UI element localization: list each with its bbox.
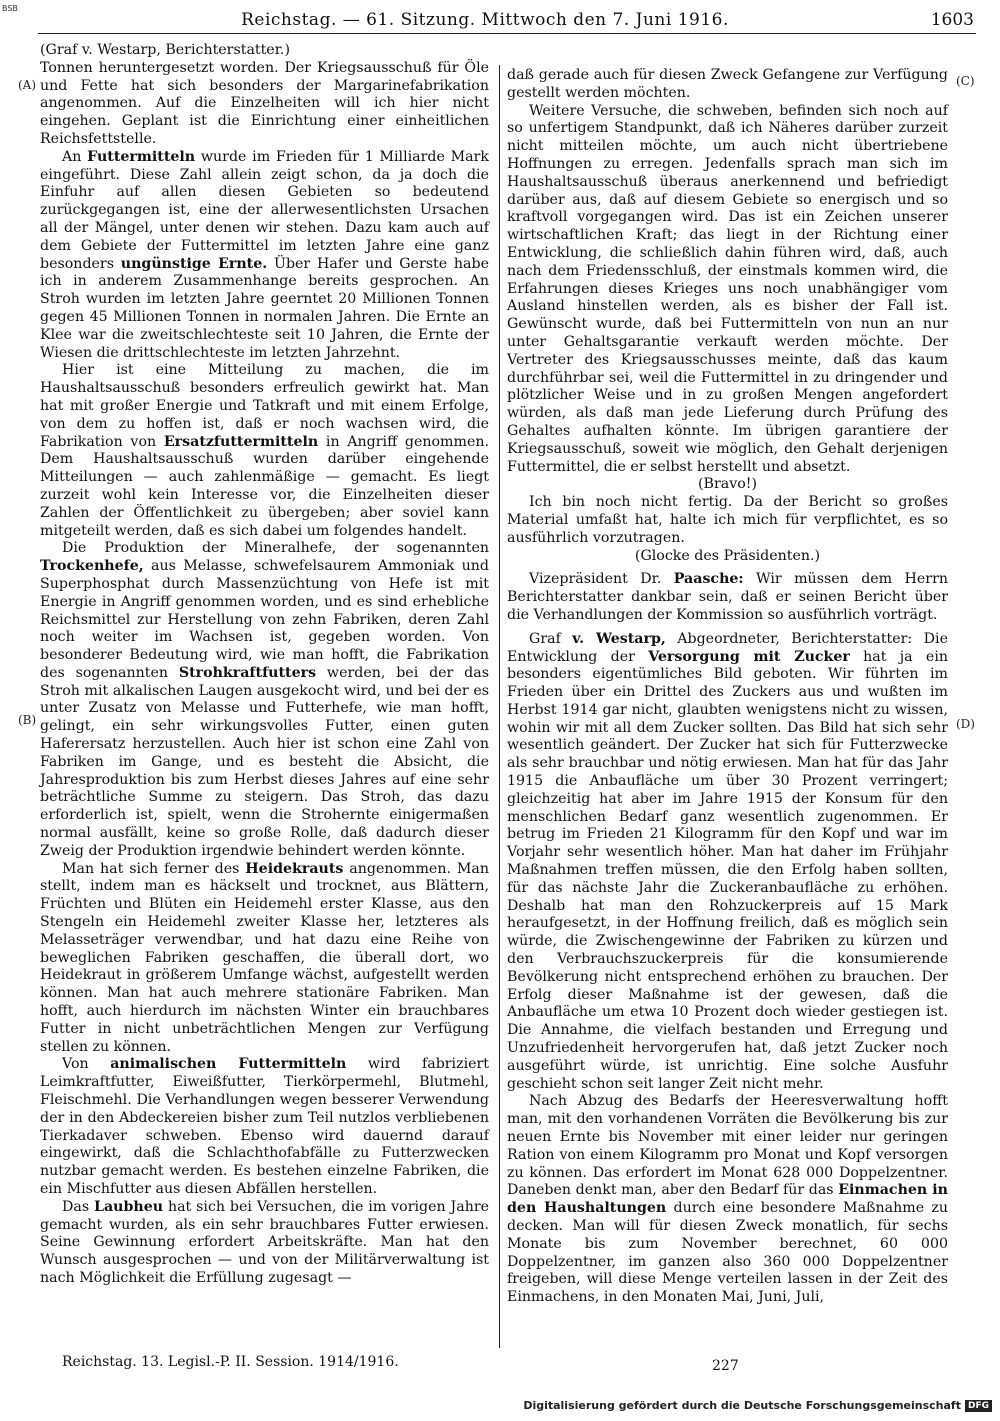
margin-mark-a: (A)	[18, 78, 37, 92]
speaker-note: (Graf v. Westarp, Berichterstatter.)	[40, 42, 290, 58]
interjection: (Bravo!)	[698, 476, 757, 493]
margin-mark-d: (D)	[956, 717, 975, 731]
paragraph: Weitere Versuche, die schweben, befinden sich noch auf so unfertigem Standpunkt, daß ich Näheres darüber zurzeit nicht mitteilen möchte, um auch nicht übertriebene Hoffnungen zu erregen. Jedenfalls sprach man sich im Haushaltsausschuß überaus anerkennend und befriedigt darüber aus, daß auf diesem Gebiete so energisch und so kraftvoll vorgegangen wird. Das ist ein Zeichen unserer wirtschaftlichen Kraft; das liegt in der Richtung einer Entwicklung, die schließlich dahin führen wird, daß, auch nach dem Friedensschluß, der einstmals kommen wird, die Erfahrungen dieses Krieges uns noch unabhängiger vom Ausland hinstellen werden, als es bisher der Fall ist. Gewünscht wurde, daß bei Futtermitteln von nun an nur unter Gehaltsgarantie verkauft werden möchte. Der Vertreter des Kriegsausschusses meinte, daß das kaum durchführbar sei, weil die Futtermittel in zu dringender und plötzlicher Weise und in zu großen Mengen angefordert würden, als daß man jede Lieferung durch Prüfung des Gehaltes aufhalten könnte. Im übrigen garantiere der Kriegsausschuß, soweit wie möglich, den Gehalt derjenigen Futtermittel, die er selbst herstellt und absetzt.	[507, 102, 948, 475]
dfg-logo: DFG	[965, 1400, 992, 1412]
dfg-credit	[523, 1399, 992, 1412]
library-stamp: BSB	[2, 4, 18, 13]
running-title: Reichstag. — 61. Sitzung. Mittwoch den 7. Juni 1916.	[241, 10, 729, 30]
paragraph: Tonnen heruntergesetzt worden. Der Kriegsausschuß für Öle und Fette hat sich besonders der Margarinefabrikation angenommen. Auf die Einzelheiten will ich hier nicht eingehen. Geplant ist die Einrichtung einer einheitlichen Reichsfettstelle.	[40, 59, 489, 147]
paragraph: Von animalischen Futtermitteln wird fabriziert Leimkraftfutter, Eiweißfutter, Tierkörpermehl, Blutmehl, Fleischmehl. Die Verhandlungen wegen besserer Verwendung der in den Abdeckereien bisher zum Teil nutzlos verbliebenen Tierkadaver schweben. Ebenso wird dauernd darauf eingewirkt, daß die Schlachthofabfälle zu Futterzwecken nutzbar gemacht werden. Es bestehen einzelne Fabriken, die ein Mischfutter aus diesen Abfällen herstellen.	[40, 1056, 489, 1197]
paragraph: Das Laubheu hat sich bei Versuchen, die im vorigen Jahre gemacht wurden, als ein sehr brauchbares Futter erwiesen. Seine Gewinnung erfordert Arbeitskräfte. Man hat den Wunsch ausgesprochen — und von der Militärverwaltung ist nach Möglichkeit die Erfüllung zugesagt —	[40, 1198, 490, 1286]
page-number: 1603	[930, 10, 974, 30]
paragraph: Ich bin noch nicht fertig. Da der Bericht so großes Material umfaßt hat, halte ich mich für verpflichtet, es so ausführlich vorzutragen.	[507, 494, 948, 546]
margin-mark-b: (B)	[18, 713, 37, 727]
paragraph: Vizepräsident Dr. Paasche: Wir müssen dem Herrn Berichterstatter dankbar sein, daß er seinen Bericht über die Verhandlungen der Kommission so ausführlich vorträgt.	[507, 571, 948, 623]
paragraph: Man hat sich ferner des Heidekrauts angenommen. Man stellt, indem man es häckselt und trocknet, aus Blättern, Früchten und Blüten ein Heidemehl erster Klasse, aus den Stengeln ein Heidemehl zweiter Klasse her, letzteres als Melasseträger verwendbar, und hat dazu eine Reihe von beweglichen Fabriken geschaffen, die überall dort, wo Heidekraut in größerem Umfange wächst, aufgestellt werden können. Man hat auch mehrere stationäre Fabriken. Man hofft, auch hierdurch im nächsten Winter ein brauchbares Futter in nicht unbeträchtlichen Mengen zur Verfügung stellen zu können.	[40, 860, 489, 1055]
paragraph: An Futtermitteln wurde im Frieden für 1 Milliarde Mark eingeführt. Diese Zahl allein zeigt schon, da ja doch die Einfuhr auf allen diesen Gebieten so bedeutend zurückgegangen ist, eine der allerwesentlichsten Ursachen all der Mängel, unter denen wir stehen. Dazu kam auch auf dem Gebiete der Futtermittel im letzten Jahre eine ganz besonders ungünstige Ernte. Über Hafer und Gerste habe ich in anderem Zusammenhange bereits gesprochen. An Stroh wurden im letzten Jahre geerntet 20 Millionen Tonnen gegen 45 Millionen Tonnen in normalen Jahren. Die Ernte an Klee war die zweitschlechteste seit 10 Jahren, die Ernte der Wiesen die drittschlechteste im letzten Jahrzehnt.	[40, 148, 490, 361]
dfg-text: Digitalisierung gefördert durch die Deutsche Forschungsgemeinschaft	[523, 1399, 961, 1412]
footer-session: Reichstag. 13. Legisl.-P. II. Session. 1914/1916.	[62, 1354, 399, 1370]
interjection: (Glocke des Präsidenten.)	[634, 547, 821, 564]
paragraph: Die Produktion der Mineralhefe, der sogenannten Trockenhefe, aus Melasse, schwefelsaurem Ammoniak und Superphosphat durch Massenzüchtung von Hefe ist mit Energie in Angriff genommen worden, und es sind erhebliche Reichsmittel zur Herstellung von zehn Fabriken, deren Zahl noch weiter im Wachsen ist, gegeben worden. Von besonderer Bedeutung wird, wie man hofft, die Fabrikation des sogenannten Strohkraftfutters werden, bei der das Stroh mit alkalischen Laugen ausgekocht wird, und bei der es unter Zusatz von Melasse und Futterhefe, wie man hofft, gelingt, ein sehr wirkungsvolles Futter, einen guten Haferersatz herzustellen. Auch hier ist schon eine Zahl von Fabriken im Gange, und es besteht die Absicht, die Jahresproduktion bis zum Herbst dieses Jahres auf eine sehr beträchtliche Summe zu steigern. Das Stroh, das dazu erforderlich ist, spielt, wenn die Strohernte einigermaßen normal ausfällt, keine so große Rolle, daß dadurch dieser Zweig der Produktion irgendwie behindert werden könnte.	[40, 540, 489, 859]
paragraph: Graf v. Westarp, Abgeordneter, Berichterstatter: Die Entwicklung der Versorgung mit Zucker hat ja ein besonders eigentümliches Bild geboten. Wir führten im Frieden über ein Drittel des Zuckers aus und wußten im Herbst 1914 gar nicht, glaubten wenigstens nicht zu wissen, wohin wir mit all dem Zucker sollten. Das Bild hat sich sehr wesentlich geändert. Der Zucker hat sich für Futterzwecke als sehr brauchbar und nötig erwiesen. Man hat für das Jahr 1915 die Anbaufläche um über 30 Prozent verringert; gleichzeitig hat aber im Jahre 1915 der Konsum für den menschlichen Bedarf ganz wesentlich zugenommen. Er betrug im Frieden 21 Kilogramm für den Kopf und war im Vorjahr sehr wesentlich höher. Man hat daher im Frühjahr Maßnahmen treffen müssen, die den Erfolg haben sollten, für das nächste Jahr die Zuckeranbaufläche zu erhöhen. Deshalb hat man den Rohzuckerpreis auf 15 Mark heraufgesetzt, in der Hoffnung freilich, daß es möglich sein würde, die Zwischengewinne der Fabriken zu kürzen und den Verbrauchszuckerpreis für die konsumierende Bevölkerung nicht entsprechend erhöhen zu brauchen. Der Erfolg dieser Maßnahme ist der gewesen, daß die Anbaufläche um etwa 10 Prozent doch wieder gestiegen ist. Die Annahme, die vielfach bestanden und Erregung und Unzufriedenheit hervorgerufen hat, daß jetzt Zucker noch ausgeführt würde, ist unrichtig. Eine solche Ausfuhr geschieht schon seit langer Zeit nicht mehr.	[507, 630, 948, 1092]
running-head	[0, 10, 1000, 34]
footer-page-code: 227	[712, 1358, 739, 1374]
paragraph: daß gerade auch für diesen Zweck Gefangene zur Verfügung gestellt werden möchten.	[507, 67, 948, 101]
header-rule	[38, 33, 976, 34]
paragraph: Hier ist eine Mitteilung zu machen, die im Haushaltsausschuß besonders erfreulich gewirkt hat. Man hat mit großer Energie und Tatkraft und mit einem Erfolge, von dem zu hoffen ist, daß er noch wachsen wird, die Fabrikation von Ersatzfuttermitteln in Angriff genommen. Dem Haushaltsausschuß wurden darüber eingehende Mitteilungen — auch zahlenmäßige — gemacht. Es liegt zurzeit wohl kein Interesse vor, die Einzelheiten dieser Zahlen der Öffentlichkeit zu übergeben; aber soviel kann mitgeteilt werden, daß es sich dabei um folgendes handelt.	[40, 362, 489, 539]
margin-mark-c: (C)	[956, 74, 975, 88]
column-rule	[499, 65, 500, 1348]
left-column	[40, 42, 489, 1288]
paragraph: Nach Abzug des Bedarfs der Heeresverwaltung hofft man, mit den vorhandenen Vorräten die Bevölkerung bis zur neuen Ernte bis November mit einer leider nur geringen Ration von einem Kilogramm pro Monat und Kopf versorgen zu können. Das erfordert im Monat 628 000 Doppelzentner. Daneben denkt man, aber den Bedarf für das Einmachen in den Haushaltungen durch eine besondere Maßnahme zu decken. Man will für diesen Zweck monatlich, für sechs Monate bis zum November berechnet, 60 000 Doppelzentner, im ganzen also 360 000 Doppelzentner freigeben, will diese Menge verteilen lassen in der Zeit des Einmachens, in den Monaten Mai, Juni, Juli,	[507, 1093, 948, 1306]
right-column	[507, 67, 948, 1307]
